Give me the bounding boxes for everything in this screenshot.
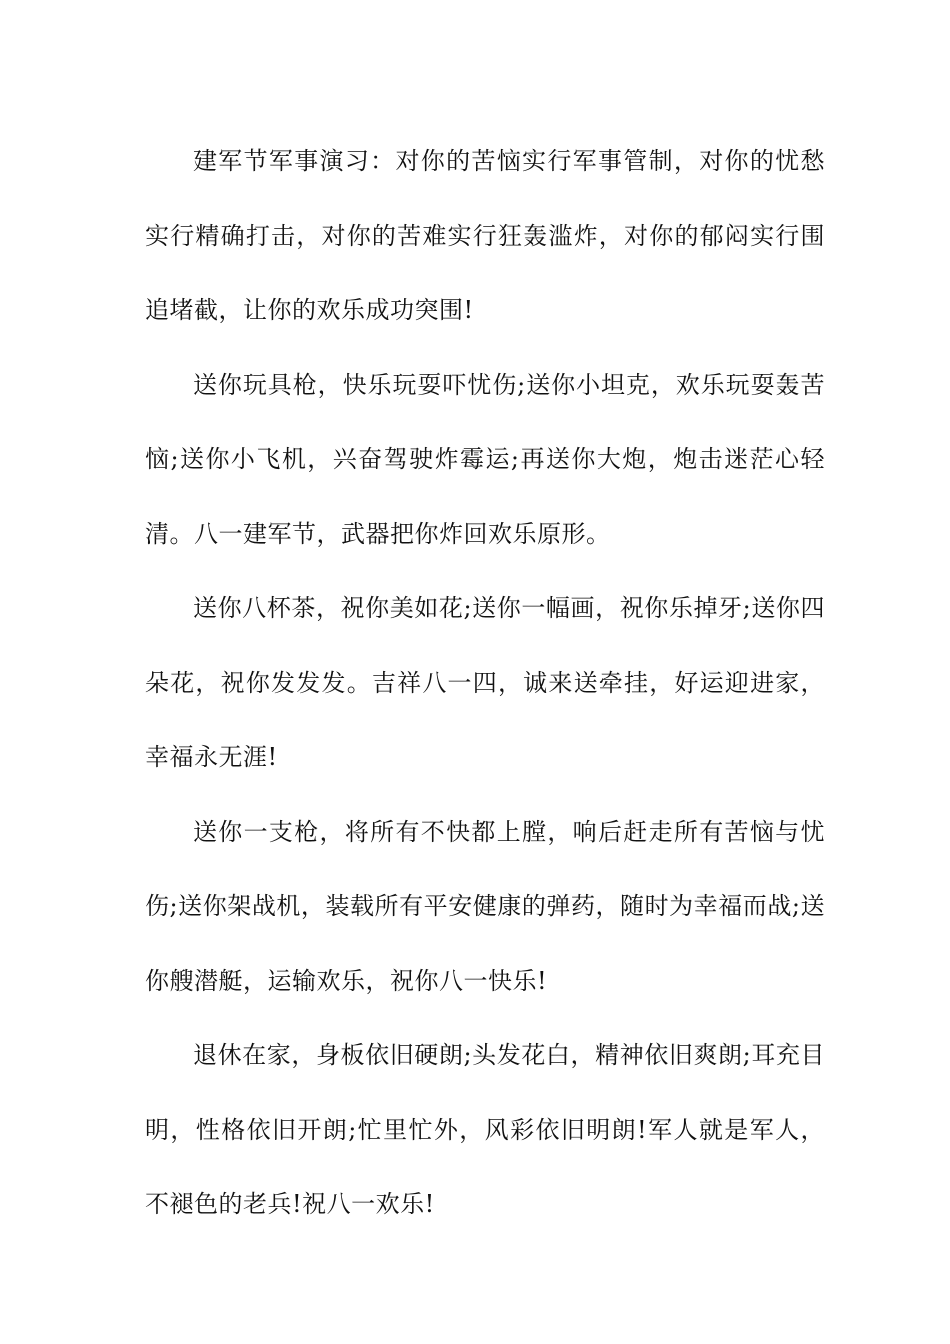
document-body [145,124,825,1242]
paragraph-4: 送你一支枪，将所有不快都上膛，响后赶走所有苦恼与忧伤;送你架战机，装载所有平安健康的弹药，随时为幸福而战;送你艘潜艇，运输欢乐，祝你八一快乐! [145,817,825,995]
paragraph-2: 送你玩具枪，快乐玩耍吓忧伤;送你小坦克，欢乐玩耍轰苦恼;送你小飞机，兴奋驾驶炸霉运;再送你大炮，炮击迷茫心轻清。八一建军节，武器把你炸回欢乐原形。 [145,370,825,548]
paragraph-3: 送你八杯茶，祝你美如花;送你一幅画，祝你乐掉牙;送你四朵花，祝你发发发。吉祥八一四，诚来送牵挂，好运迎进家，幸福永无涯! [145,594,825,771]
paragraph-1: 建军节军事演习：对你的苦恼实行军事管制，对你的忧愁实行精确打击，对你的苦难实行狂轰滥炸，对你的郁闷实行围追堵截，让你的欢乐成功突围! [145,147,825,324]
paragraph-5: 退休在家，身板依旧硬朗;头发花白，精神依旧爽朗;耳充目明，性格依旧开朗;忙里忙外，风彩依旧明朗!军人就是军人，不褪色的老兵!祝八一欢乐! [145,1041,825,1218]
